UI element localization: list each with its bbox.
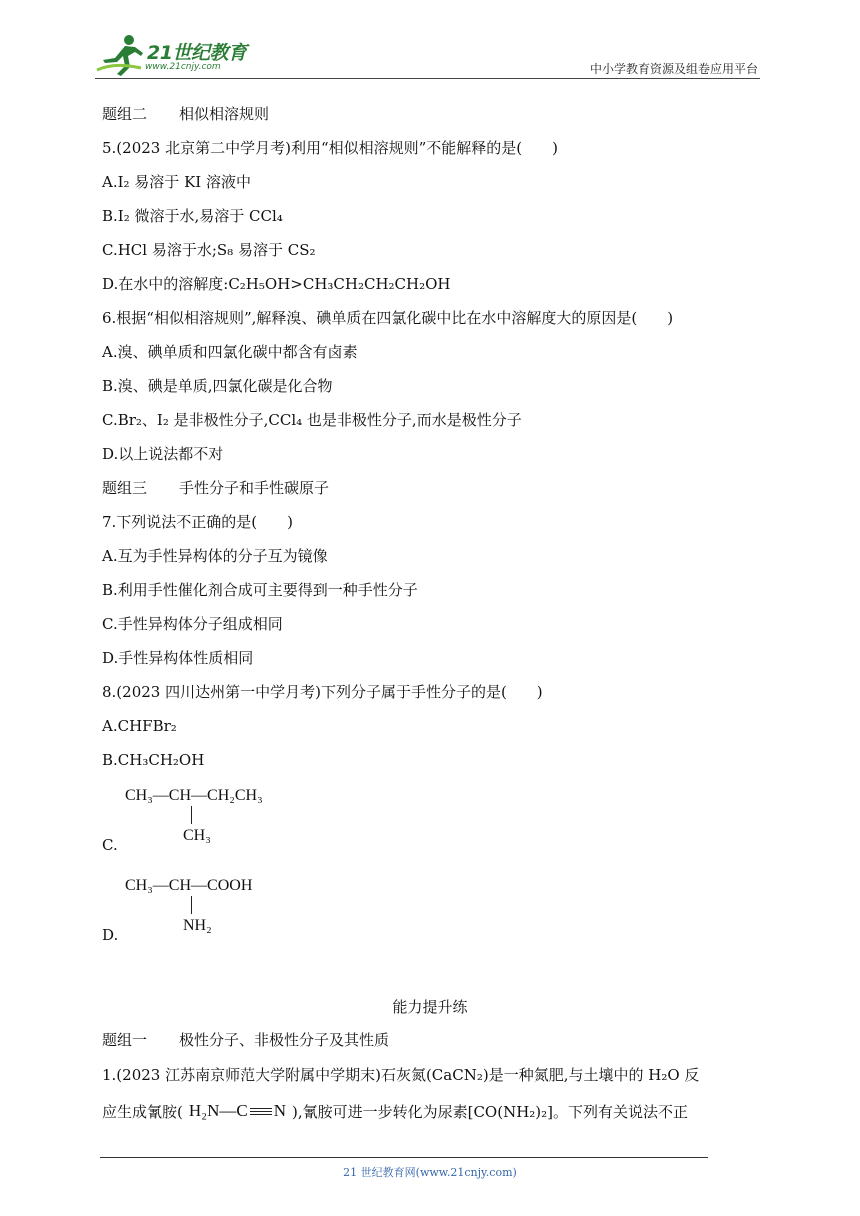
- group3-heading: [102, 478, 329, 498]
- footer-divider: [100, 1157, 708, 1158]
- q5-option-a: A.I₂ 易溶于 KI 溶液中: [102, 173, 251, 191]
- q8-stem: 8.(2023 四川达州第一中学月考)下列分子属于手性分子的是( ): [102, 683, 543, 701]
- q7-option-d: D.手性异构体性质相同: [102, 649, 254, 667]
- logo-text: 21世纪教育: [147, 42, 247, 64]
- section-title: 能力提升练: [392, 998, 468, 1016]
- q6-stem: 6.根据“相似相溶规则”,解释溴、碘单质在四氯化碳中比在水中溶解度大的原因是( ): [102, 309, 674, 327]
- header-divider: [95, 78, 760, 79]
- q7-option-a: A.互为手性异构体的分子互为镜像: [102, 547, 328, 565]
- q6-option-a: A.溴、碘单质和四氯化碳中都含有卤素: [102, 343, 358, 361]
- q7-option-c: C.手性异构体分子组成相同: [102, 615, 283, 633]
- runner-icon: [95, 32, 147, 76]
- q8-option-b: B.CH₃CH₂OH: [102, 751, 205, 769]
- q8-option-a: A.CHFBr₂: [102, 717, 177, 735]
- q1-line2-suffix: ),氰胺可进一步转化为尿素[CO(NH₂)₂]。下列有关说法不正: [291, 1103, 689, 1121]
- site-logo: [95, 32, 260, 76]
- group1-title: 题组一: [102, 1031, 148, 1049]
- q1-line2-prefix: 应生成氰胺(: [102, 1103, 183, 1121]
- header-tagline: 中小学教育资源及组卷应用平台: [589, 62, 758, 76]
- group3-title: 题组三: [102, 479, 148, 497]
- q8-option-d-label: D.: [102, 926, 119, 944]
- logo-url: www.21cnjy.com: [145, 62, 221, 72]
- q1-line2: [102, 1101, 688, 1122]
- cyanamide-right: N: [273, 1101, 286, 1120]
- q8-d-main-chain: CH₃—CH—COOH: [125, 877, 253, 894]
- q6-option-c: C.Br₂、I₂ 是非极性分子,CCl₄ 也是非极性分子,而水是极性分子: [102, 411, 522, 429]
- q8-option-c-label: C.: [102, 836, 118, 854]
- q5-option-b: B.I₂ 微溶于水,易溶于 CCl₄: [102, 207, 283, 225]
- q5-option-c: C.HCl 易溶于水;S₈ 易溶于 CS₂: [102, 241, 316, 259]
- footer-text: 21 世纪教育网(www.21cnjy.com): [343, 1166, 517, 1179]
- cyanamide-formula: [189, 1101, 286, 1121]
- q1-line1: 1.(2023 江苏南京师范大学附属中学期末)石灰氮(CaCN₂)是一种氮肥,与土壤中的 H₂O 反: [102, 1066, 700, 1084]
- group1-name: 极性分子、非极性分子及其性质: [179, 1031, 390, 1049]
- q5-stem: 5.(2023 北京第二中学月考)利用“相似相溶规则”不能解释的是( ): [102, 139, 559, 157]
- q7-option-b: B.利用手性催化剂合成可主要得到一种手性分子: [102, 581, 418, 599]
- q8-d-bond: [191, 896, 192, 914]
- q5-option-d: D.在水中的溶解度:C₂H₅OH>CH₃CH₂CH₂CH₂OH: [102, 275, 451, 293]
- page-header: [95, 30, 760, 80]
- q8-c-bond: [191, 806, 192, 824]
- q8-c-branch: CH₃: [183, 827, 211, 844]
- cyanamide-left: H₂N—C: [188, 1101, 248, 1120]
- group1-heading: [102, 1030, 389, 1050]
- q6-option-d: D.以上说法都不对: [102, 445, 224, 463]
- q8-c-main-chain: CH₃—CH—CH₂CH₃: [125, 787, 263, 804]
- group2-heading: [102, 104, 269, 124]
- triple-bond: [250, 1108, 272, 1116]
- q6-option-b: B.溴、碘是单质,四氯化碳是化合物: [102, 377, 333, 395]
- group3-name: 手性分子和手性碳原子: [179, 479, 330, 497]
- group2-name: 相似相溶规则: [179, 105, 270, 123]
- group2-title: 题组二: [102, 105, 148, 123]
- q7-stem: 7.下列说法不正确的是( ): [102, 513, 294, 531]
- q8-d-branch: NH₂: [183, 917, 212, 934]
